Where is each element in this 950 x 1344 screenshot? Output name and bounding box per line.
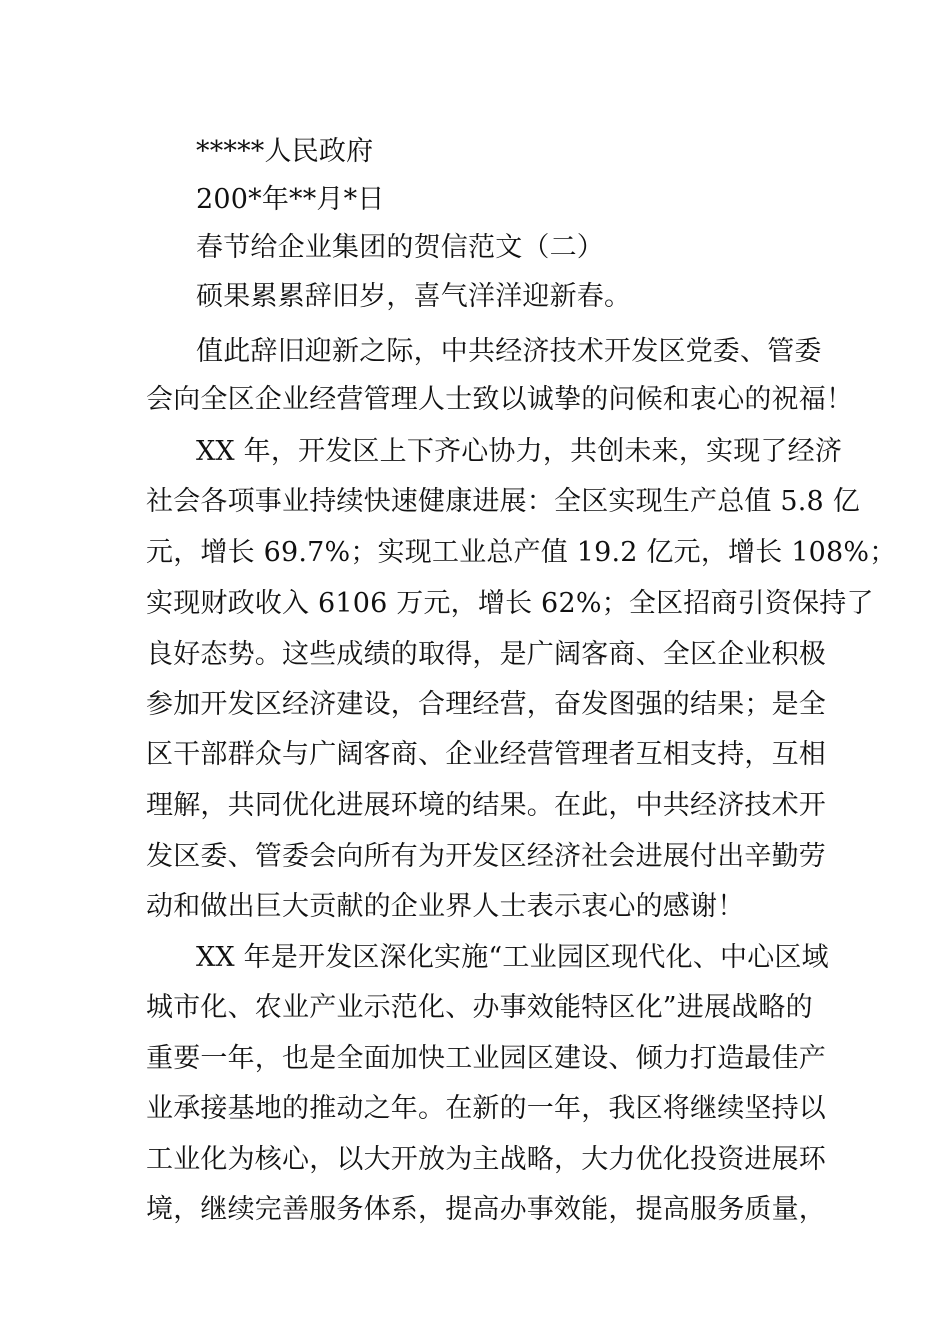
paragraph-line: 实现财政收入 6106 万元，增长 62%；全区招商引资保持了: [146, 588, 874, 619]
paragraph-line: 区干部群众与广阔客商、企业经营管理者互相支持，互相: [146, 739, 826, 770]
paragraph-line: XX 年是开发区深化实施“工业园区现代化、中心区域: [196, 942, 829, 973]
paragraph-line: 良好态势。这些成绩的取得，是广阔客商、全区企业积极: [146, 639, 826, 670]
paragraph-line: 元，增长 69.7%；实现工业总产值 19.2 亿元，增长 108%；: [146, 537, 897, 568]
paragraph-line: 工业化为核心，以大开放为主战略，大力优化投资进展环: [146, 1144, 826, 1175]
paragraph-line: 业承接基地的推动之年。在新的一年，我区将继续坚持以: [146, 1093, 826, 1124]
signature-date: 200*年**月*日: [196, 184, 385, 215]
opening-line: 硕果累累辞旧岁，喜气洋洋迎新春。: [196, 281, 632, 312]
paragraph-line: 参加开发区经济建设，合理经营，奋发图强的结果；是全: [146, 689, 826, 720]
paragraph-line: 发区委、管委会向所有为开发区经济社会进展付出辛勤劳: [146, 841, 826, 872]
signature-organization: *****人民政府: [196, 136, 374, 167]
section-title: 春节给企业集团的贺信范文（二）: [196, 232, 604, 263]
paragraph-line: 会向全区企业经营管理人士致以诚挚的问候和衷心的祝福！: [146, 384, 854, 415]
paragraph-line: 动和做出巨大贡献的企业界人士表示衷心的感谢！: [146, 891, 745, 922]
paragraph-line: 城市化、农业产业示范化、办事效能特区化”进展战略的: [146, 992, 813, 1023]
paragraph-line: 理解，共同优化进展环境的结果。在此，中共经济技术开: [146, 790, 826, 821]
paragraph-line: 社会各项事业持续快速健康进展：全区实现生产总值 5.8 亿: [146, 486, 860, 517]
paragraph-line: XX 年，开发区上下齐心协力，共创未来，实现了经济: [196, 436, 843, 467]
paragraph-line: 重要一年，也是全面加快工业园区建设、倾力打造最佳产: [146, 1043, 826, 1074]
paragraph-line: 值此辞旧迎新之际，中共经济技术开发区党委、管委: [196, 336, 822, 367]
paragraph-line: 境，继续完善服务体系，提高办事效能，提高服务质量，: [146, 1194, 826, 1225]
